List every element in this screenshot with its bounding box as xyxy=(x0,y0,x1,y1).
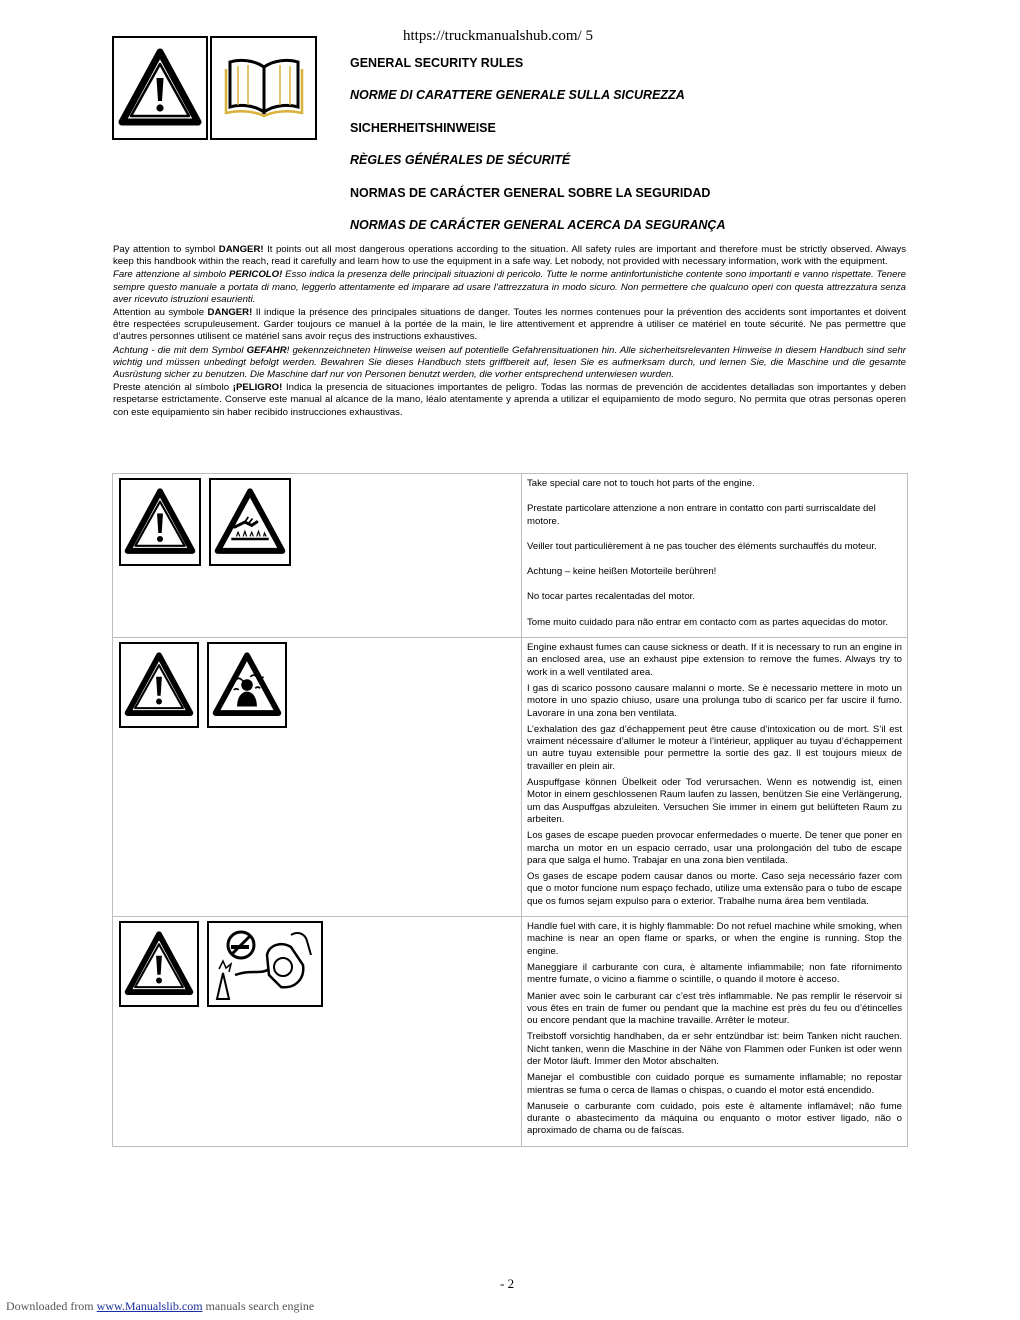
rule-text-de: Auspuffgase können Übelkeit oder Tod verursachen. Wenn es notwendig ist, einen Motor in einem geschlossenen Raum laufen zu lassen, benützen Sie eine Verlängerung, um das Auspuffgas abzuleiten. Versuchen Sie immer in einem gut belüfteten Raum zu arbeiten. xyxy=(527,777,902,825)
danger-warning-icon xyxy=(112,36,208,140)
rule-text-es: Los gases de escape pueden provocar enfermedades o muerte. De tener que poner en marcha un motor en un espacio cerrado, usar una prolongación del tubo de escape para que salga el humo. Trabajar en una zona bien ventilada. xyxy=(527,830,902,866)
rule-text-pt: Manuseie o carburante com cuidado, pois este è altamente inflamável; não fume durante o abastecimento da máquina ou enquanto o motor estiver ligado, não o aproximado de chama ou de faíscas. xyxy=(527,1100,902,1137)
rule-text-de: Treibstoff vorsichtig handhaben, da er sehr entzündbar ist: beim Tanken nicht rauchen. Nicht tanken, wenn die Maschine in der Nähe von Flammen oder Funken ist oder wenn der Motor läuft. Immer den Motor abschalten. xyxy=(527,1031,902,1067)
intro-paragraph-en: Pay attention to symbol DANGER! It points out all most dangerous operations according to the situation. All safety rules are important and therefore must be strictly observed. Always keep this handbook within the reach, read it carefully and learn how to use the equipment in a safe way. Let nobody, not provided with necessary information, work with the equipment. xyxy=(113,244,906,268)
intro-paragraph-fr: Attention au symbole DANGER! Il indique la présence des principales situations de danger. Toutes les normes contenues pour la prévention des accidents sont importantes et doivent être respectées scrupuleusement. Garder toujours ce manuel à la portée de la main, le lire attentivement et apprendre à utiliser ce matériel en toute sécurité. Ne pas permettre que d’autres personnes utilisent ce matériel sans avoir reçus des instructions exhaustives. xyxy=(113,307,906,343)
rule-text-de: Achtung – keine heißen Motorteile berühren! xyxy=(527,566,717,578)
rule-text-fr: L’exhalation des gaz d’échappement peut être cause d’intoxication ou de mort. S’il est vraiment nécessaire d’allumer le moteur à l’intérieur, appliquer au tuyau d’échappement un autre tuyau extensible pour permettre la sortie des gaz. Il est toujours mieux de travailler en plein air. xyxy=(527,723,902,772)
title-it: NORME DI CARATTERE GENERALE SULLA SICUREZZA xyxy=(350,88,685,103)
intro-section xyxy=(113,244,906,420)
read-manual-icon xyxy=(210,36,317,140)
title-block xyxy=(350,56,950,250)
rule-text-cell xyxy=(522,638,908,917)
toxic-fumes-icon xyxy=(207,642,287,728)
rule-icons-cell xyxy=(113,638,522,917)
rule-text-en: Take special care not to touch hot parts of the engine. xyxy=(527,478,755,489)
rule-text-en: Engine exhaust fumes can cause sickness or death. If it is necessary to run an engine in an enclosed area, use an exhaust pipe extension to remove the fumes. Always try to work in a well ventilated area. xyxy=(527,642,902,678)
page-number: - 2 xyxy=(500,1276,515,1291)
manualslib-link[interactable]: www.Manualslib.com xyxy=(96,1299,203,1313)
hot-surface-icon xyxy=(209,478,291,566)
rule-text-fr: Veiller tout particulièrement à ne pas toucher des éléments surchauffés du moteur. xyxy=(527,540,877,552)
download-footer: Downloaded from www.Manualslib.com manuals search engine xyxy=(6,1299,315,1313)
source-url: https://truckmanualshub.com/ 5 xyxy=(403,28,593,44)
no-smoking-refuel-icon xyxy=(207,921,323,1007)
rule-text-it: Maneggiare il carburante con cura, è altamente infiammabile; non fate rifornimento mentre fumate, o vicino a fiamme o scintille, o quando il motore è acceso. xyxy=(527,961,902,986)
title-en: GENERAL SECURITY RULES xyxy=(350,56,524,70)
rule-icons-cell xyxy=(113,474,522,638)
rule-text-es: Manejar el combustible con cuidado porque es sumamente inflamable; no repostar mientras se fuma o cerca de llamas o chispas, o cuando el motor está encendido. xyxy=(527,1072,902,1096)
intro-paragraph-es: Preste atención al símbolo ¡PELIGRO! Indica la presencia de situaciones importantes de peligro. Todas las normas de prevención de accidentes detalladas son importantes y deben respetarse estrictamente. Conserve este manual al alcance de la mano, léalo atentamente y aprenda a utilizar el equipamiento de modo seguro. No permita que otras personas operen con este equipamiento sin haber recibido instrucciones exhaustivas. xyxy=(113,382,906,418)
rule-text-en: Handle fuel with care, it is highly flammable: Do not refuel machine while smoking, when machine is near an open flame or sparks, or when the engine is running. Stop the engine. xyxy=(527,921,902,957)
title-es: NORMAS DE CARÁCTER GENERAL SOBRE LA SEGURIDAD xyxy=(350,185,711,200)
safety-rules-table xyxy=(112,473,908,1147)
rule-text-fr: Manier avec soin le carburant car c’est très inflammable. Ne pas remplir le réservoir si vous êtes en train de fumer ou pendant que la machine est près du feu ou d’étincelles ou encore pendant que la machine travaille. Arrêter le moteur. xyxy=(527,990,902,1027)
title-fr: RÈGLES GÉNÉRALES DE SÉCURITÉ xyxy=(350,153,571,168)
rule-row-fuel-handling xyxy=(113,917,908,1147)
danger-warning-icon xyxy=(119,921,199,1007)
title-de: SICHERHEITSHINWEISE xyxy=(350,120,496,135)
rule-text-pt: Os gases de escape podem causar danos ou morte. Caso seja necessário fazer com que o motor funcione num espaço fechado, utilize uma extensão para o tubo de escape que os fumos sejam expulso para o exterior. Trabalhe numa área bem ventilada. xyxy=(527,871,902,907)
header-icons xyxy=(112,36,317,140)
rule-icons-cell xyxy=(113,917,522,1147)
title-pt: NORMAS DE CARÁCTER GENERAL ACERCA DA SEGURANÇA xyxy=(350,217,726,232)
rule-row-hot-parts xyxy=(113,474,908,638)
rule-row-exhaust-fumes xyxy=(113,638,908,917)
rule-text-es: No tocar partes recalentadas del motor. xyxy=(527,591,695,603)
rule-text-cell xyxy=(522,917,908,1147)
rule-text-it: I gas di scarico possono causare malanni o morte. Se è necessario mettere in moto un motore in uno spazio chiuso, usare una prolunga tubo di scarico per far uscire il fumo. Lavorare in una zona ben ventilata. xyxy=(527,682,902,719)
rule-text-it: Prestate particolare attenzione a non entrare in contatto con parti surriscaldate del motore. xyxy=(527,503,876,527)
rule-text-pt: Tome muito cuidado para não entrar em contacto com as partes aquecidas do motor. xyxy=(527,616,889,628)
rule-text-cell xyxy=(522,474,908,638)
danger-warning-icon xyxy=(119,642,199,728)
danger-warning-icon xyxy=(119,478,201,566)
intro-paragraph-it: Fare attenzione al simbolo PERICOLO! Esso indica la presenza delle principali situazioni di pericolo. Tutte le norme antinfortunistiche contente sono importanti e vanno rispettate. Tenere sempre questo manuale a portata di mano, leggerlo attentamente ed imparare ad usare l’attrezzatura in modo sicuro. Non permettere che qualcuno operi con questa attrezzatura senza aver ricevuto istruzioni esaurienti. xyxy=(113,269,907,305)
intro-paragraph-de: Achtung - die mit dem Symbol GEFAHR! gekennzeichneten Hinweise weisen auf potentielle Gefahrensituationen hin. Alle sicherheitsrelevanten Hinweise in diesem Handbuch sind sehr wichtig und müssen unbedingt befolgt werden. Bewahren Sie dieses Handbuch stets griffbereit auf, lesen Sie es aufmerksam durch, und lernen Sie, die Maschine und die gesamte Ausrüstung sicher zu benutzen. Die Maschine darf nur von Personen benutzt werden, die vorher entsprechend unterwiesen wurden. xyxy=(113,344,906,381)
